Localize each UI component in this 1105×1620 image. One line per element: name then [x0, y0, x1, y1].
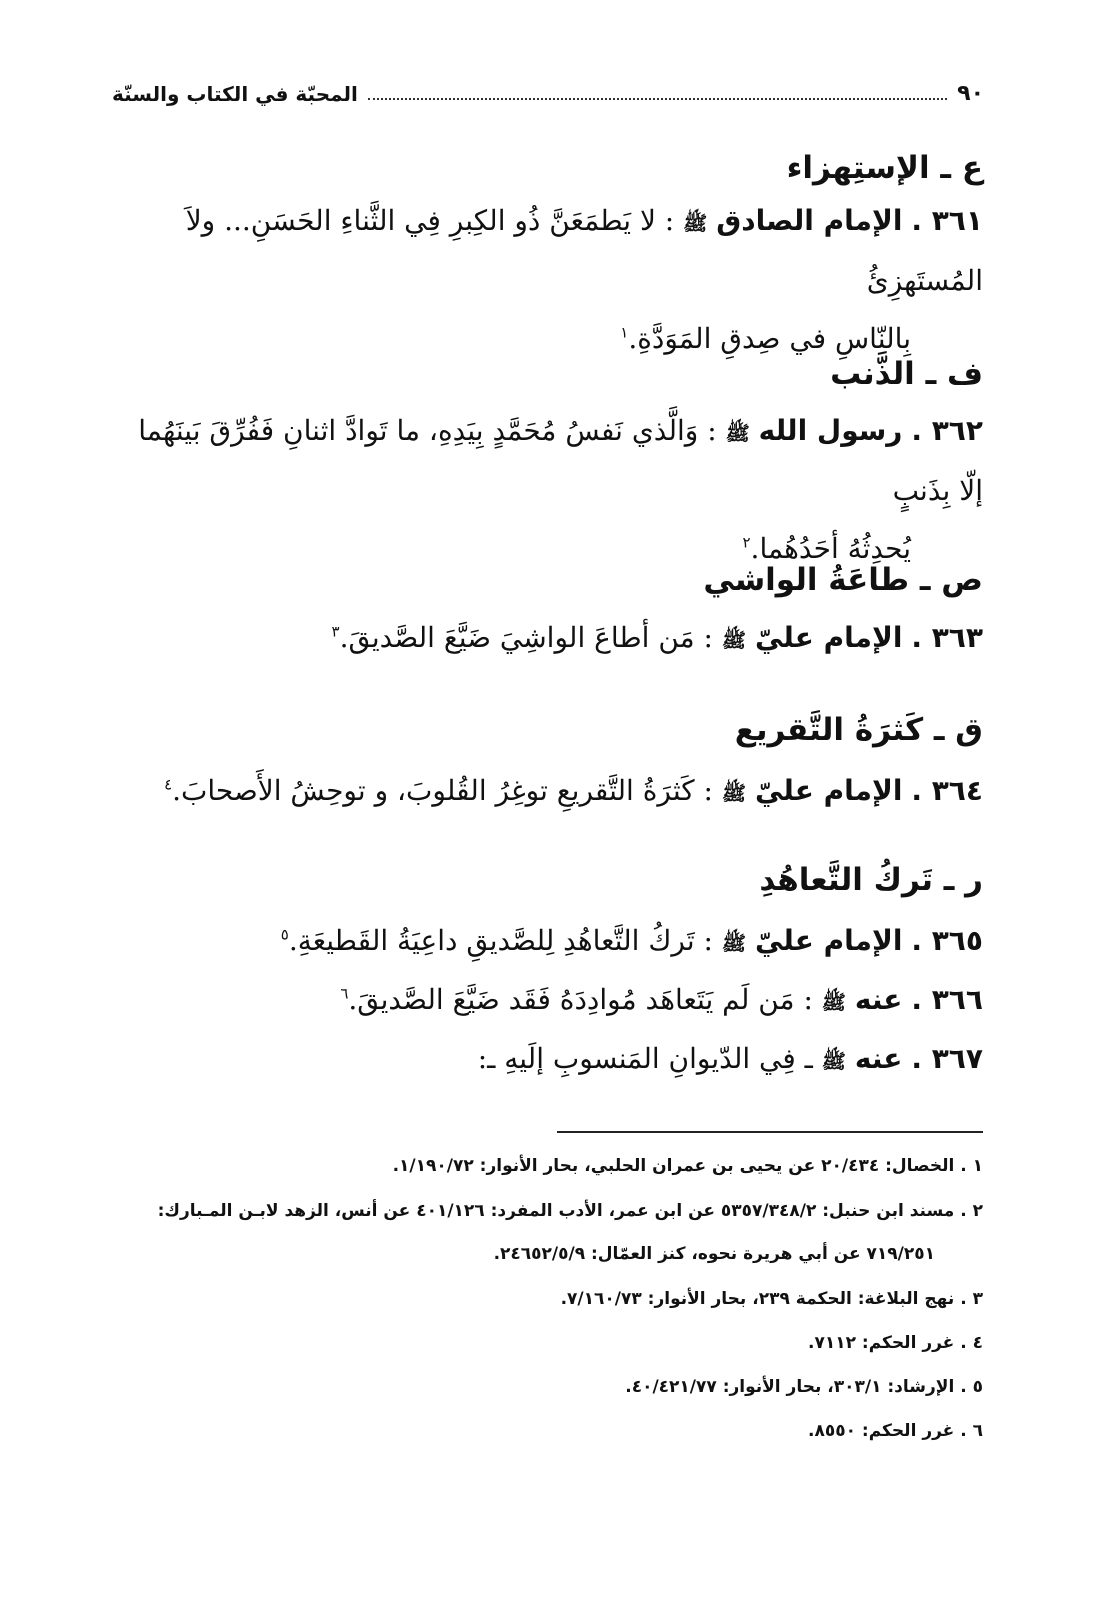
- footnote-reference: ٢: [742, 533, 751, 552]
- honorific-mark: ﷺ: [721, 931, 747, 955]
- footnote-text: مسند ابن حنبل: ٥٣٥٧/٣٤٨/٢ عن ابن عمر، الأدب المفرد: ٤٠١/١٢٦ عن أنس، الزهد لابـن المـبارك:: [157, 1201, 955, 1221]
- hadith-entry-362: [113, 402, 983, 578]
- honorific-mark: ﷺ: [721, 628, 747, 652]
- footnote-text: الخصال: ٢٠/٤٣٤ عن يحيى بن عمران الحلبي، بحار الأنوار: ١/١٩٠/٧٢.: [392, 1156, 955, 1176]
- hadith-entry-367: [113, 1030, 983, 1090]
- footnote-item: [107, 1410, 983, 1452]
- hadith-entry-365: [113, 912, 983, 972]
- footnote-reference: ٦: [340, 984, 349, 1003]
- footnote-reference: ٤: [164, 775, 173, 794]
- hadith-number: ٣٦٦ .: [911, 983, 983, 1016]
- footnote-reference: ١: [620, 323, 629, 342]
- footnote-continuation: ٧١٩/٢٥١ عن أبي هريرة نحوه، كنز العمّال: ٢٤٦٥٢/٥/٩.: [493, 1244, 935, 1264]
- hadith-number: ٣٦٥ .: [911, 924, 983, 957]
- hadith-speaker: الإمام عليّ: [754, 774, 903, 807]
- hadith-speaker: عنه: [854, 983, 903, 1016]
- hadith-text: : كَثرَةُ التَّقريعِ توغِرُ القُلوبَ، و توحِشُ الأَصحابَ.: [172, 774, 713, 807]
- footnote-number: ٤ .: [960, 1333, 983, 1353]
- hadith-speaker: الإمام الصادق: [716, 204, 903, 237]
- footnote-number: ٦ .: [960, 1421, 983, 1441]
- footnote-item: [107, 1190, 983, 1232]
- hadith-text: : مَن أطاعَ الواشِيَ ضَيَّعَ الصَّديقَ.: [339, 621, 713, 654]
- hadith-entry-366: [113, 971, 983, 1031]
- hadith-text: ـ فِي الدّيوانِ المَنسوبِ إلَيهِ ـ:: [477, 1042, 813, 1075]
- hadith-entry-364: [113, 762, 983, 822]
- section-heading: ر ـ تَركُ التَّعاهُدِ: [759, 862, 983, 898]
- section-heading: ع ـ الإستِهزاء: [786, 150, 983, 186]
- honorific-mark: ﷺ: [683, 211, 708, 235]
- hadith-number: ٣٦٤ .: [911, 774, 983, 807]
- footnote-text: غرر الحكم: ٨٥٥٠.: [808, 1421, 955, 1441]
- footnote-number: ٢ .: [960, 1201, 983, 1221]
- hadith-speaker: الإمام عليّ: [754, 621, 903, 654]
- footnote-item: [107, 1366, 983, 1408]
- footnote-text: نهج البلاغة: الحكمة ٢٣٩، بحار الأنوار: ٧/١٦٠/٧٣.: [560, 1289, 955, 1309]
- footnote-text: غرر الحكم: ٧١١٢.: [808, 1333, 955, 1353]
- hadith-text: : مَن لَم يَتَعاهَد مُوادِدَهُ فَقَد ضَيَّعَ الصَّديقَ.: [348, 983, 813, 1016]
- page-number: ٩٠: [957, 81, 984, 106]
- footnote-item: [107, 1145, 983, 1187]
- hadith-text: : وَالَّذي نَفسُ مُحَمَّدٍ بِيَدِهِ، ما تَوادَّ اثنانِ فَفُرِّقَ بَينَهُما إلّا بِذَنبٍ: [138, 414, 983, 507]
- hadith-speaker: عنه: [854, 1042, 903, 1075]
- hadith-number: ٣٦٢ .: [911, 414, 983, 447]
- hadith-number: ٣٦٣ .: [911, 621, 983, 654]
- section-heading: ق ـ كَثرَةُ التَّقريع: [734, 712, 983, 748]
- honorific-mark: ﷺ: [821, 990, 846, 1014]
- footnote-number: ١ .: [960, 1156, 983, 1176]
- header-dotted-leader: [368, 98, 947, 100]
- honorific-mark: ﷺ: [725, 421, 750, 445]
- footnote-text: الإرشاد: ٣٠٣/١، بحار الأنوار: ٤٠/٤٢١/٧٧.: [625, 1377, 955, 1397]
- footnote-reference: ٥: [280, 925, 289, 944]
- section-heading: ف ـ الذَّنب: [830, 356, 983, 392]
- honorific-mark: ﷺ: [721, 781, 747, 805]
- hadith-entry-361: [113, 192, 983, 368]
- hadith-number: ٣٦٧ .: [911, 1042, 983, 1075]
- section-heading: ص ـ طاعَةُ الواشي: [703, 562, 983, 598]
- hadith-speaker: الإمام عليّ: [754, 924, 903, 957]
- footnote-number: ٥ .: [960, 1377, 983, 1397]
- book-title: المحبّة في الكتاب والسنّة: [112, 82, 358, 106]
- footnote-reference: ٣: [331, 622, 340, 641]
- footnote-number: ٣ .: [960, 1289, 983, 1309]
- footnote-item: [107, 1278, 983, 1320]
- footnote-separator: [557, 1131, 983, 1133]
- hadith-entry-363: [113, 609, 983, 669]
- hadith-text: : لا يَطمَعَنَّ ذُو الكِبرِ فِي الثَّناءِ الحَسَنِ... ولاَ المُستَهزِئُ: [185, 204, 983, 297]
- hadith-speaker: رسول الله: [758, 414, 903, 447]
- hadith-text: بِالنّاسِ في صِدقِ المَوَدَّةِ.: [628, 322, 911, 355]
- hadith-number: ٣٦١ .: [911, 204, 983, 237]
- hadith-text: يُحدِثُهُ أحَدُهُما.: [750, 532, 911, 565]
- running-header: [112, 74, 984, 108]
- honorific-mark: ﷺ: [821, 1049, 846, 1073]
- footnote-item: [107, 1322, 983, 1364]
- hadith-text: : تَركُ التَّعاهُدِ لِلصَّديقِ داعِيَةُ القَطيعَةِ.: [288, 924, 713, 957]
